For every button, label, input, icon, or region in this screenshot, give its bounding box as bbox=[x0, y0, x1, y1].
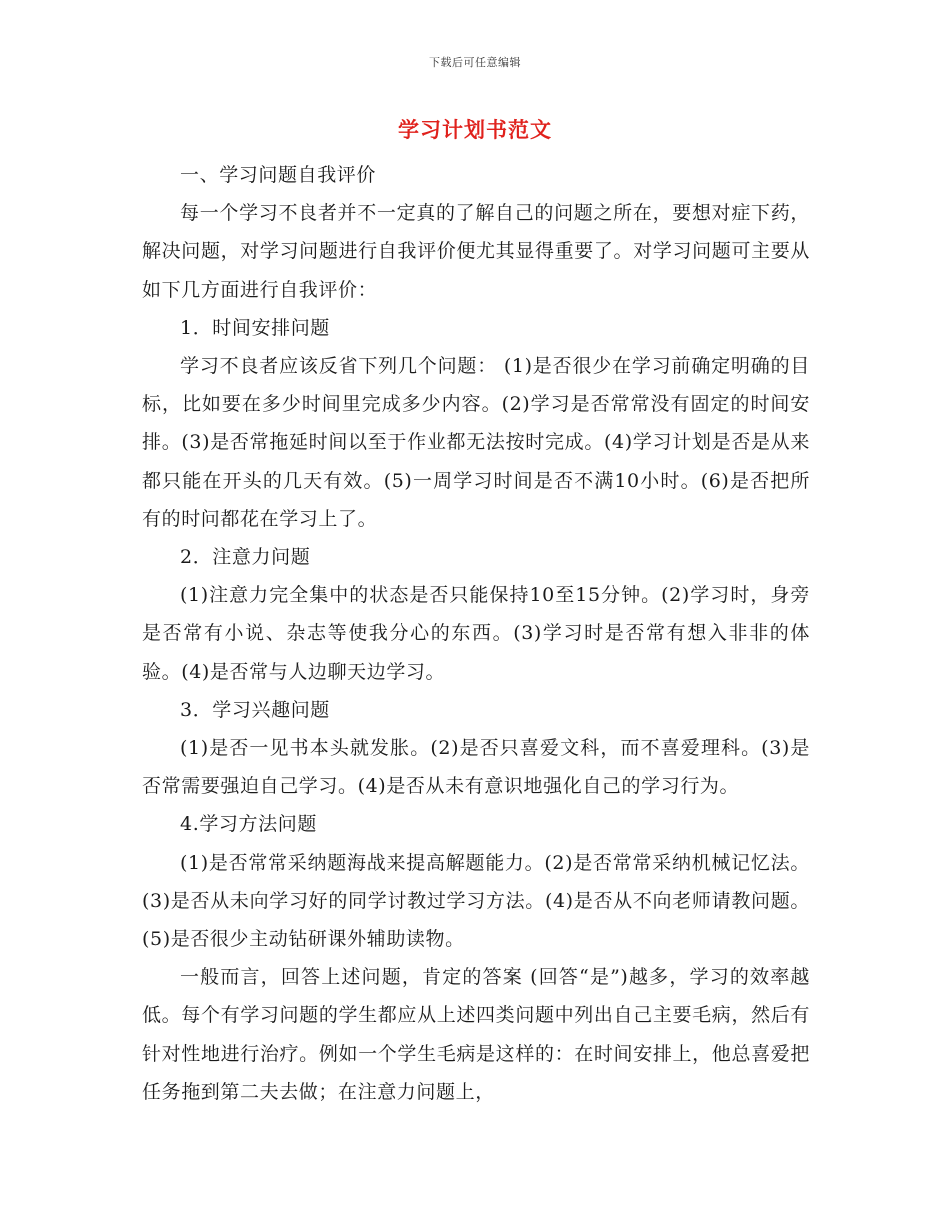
section-heading: 一、学习问题自我评价 bbox=[180, 164, 377, 186]
paragraph: (1)是否常常采纳题海战来提高解题能力。(2)是否常常采纳机械记忆法。(3)是否从未向学习好的同学讨教过学习方法。(4)是否从不向老师请教问题。(5)是否很少主动钻研课外辅助读物。 bbox=[142, 851, 810, 951]
document-title: 学习计划书范文 bbox=[398, 117, 552, 142]
paragraph: 每一个学习不良者并不一定真的了解自己的问题之所在，要想对症下药，解决问题，对学习问题进行自我评价便尤其显得重要了。对学习问题可主要从如下几方面进行自我评价： bbox=[142, 202, 810, 301]
section-heading: 1．时间安排问题 bbox=[180, 316, 330, 339]
header-note: 下载后可任意编辑 bbox=[429, 56, 521, 69]
section-heading: 4.学习方法问题 bbox=[180, 813, 317, 836]
document-body bbox=[142, 156, 810, 1111]
paragraph: 学习不良者应该反省下列几个问题： (1)是否很少在学习前确定明确的目标，比如要在多少时间里完成多少内容。(2)学习是否常常没有固定的时间安排。(3)是否常拖延时间以至于作业都无法按时完成。(4)学习计划是否是从来都只能在开头的几天有效。(5)一周学习时间是否不满10小时。(6)是否把所有的时问都花在学习上了。 bbox=[142, 355, 810, 530]
paragraph: (1)是否一见书本头就发胀。(2)是否只喜爱文科，而不喜爱理科。(3)是否常需要强迫自己学习。(4)是否从未有意识地强化自己的学习行为。 bbox=[142, 737, 810, 798]
section-heading: 2．注意力问题 bbox=[180, 546, 311, 569]
paragraph: 一般而言，回答上述问题，肯定的答案 (回答“是”)越多，学习的效率越低。每个有学习问题的学生都应从上述四类问题中列出自己主要毛病，然后有针对性地进行治疗。例如一个学生毛病是这样的：在时间安排上，他总喜爱把任务拖到第二夫去做；在注意力问题上， bbox=[142, 966, 810, 1103]
paragraph: (1)注意力完全集中的状态是否只能保持10至15分钟。(2)学习时，身旁是否常有小说、杂志等使我分心的东西。(3)学习时是否常有想入非非的体验。(4)是否常与人边聊天边学习。 bbox=[142, 584, 810, 683]
section-heading: 3．学习兴趣问题 bbox=[180, 698, 330, 721]
